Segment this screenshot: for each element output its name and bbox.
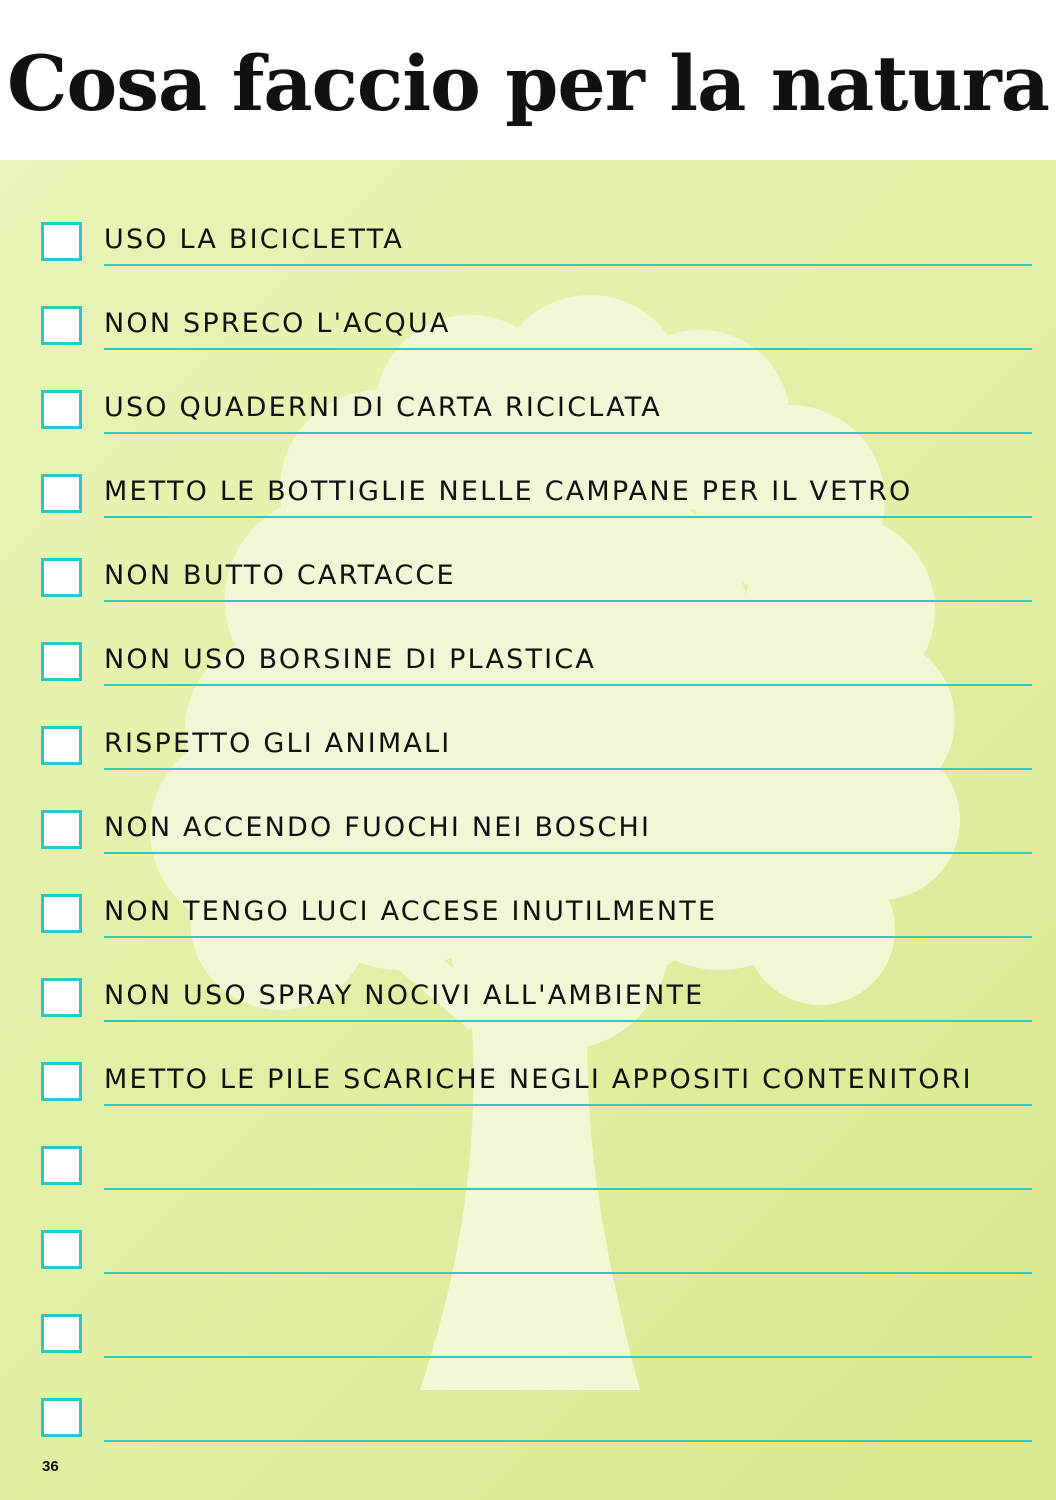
writing-line[interactable] [104,1356,1032,1358]
writing-line [104,264,1032,266]
title-band [0,0,1056,160]
checkbox[interactable] [41,1146,82,1185]
checklist-item-label: NON USO SPRAY NOCIVI ALL'AMBIENTE [104,980,705,1011]
page-number: 36 [42,1458,59,1475]
checkbox[interactable] [41,810,82,849]
writing-line [104,936,1032,938]
checklist-item-label: USO LA BICICLETTA [104,224,404,255]
checklist-item [0,222,1056,306]
checkbox[interactable] [41,390,82,429]
checkbox[interactable] [41,222,82,261]
checklist-item-label: NON USO BORSINE DI PLASTICA [104,644,597,675]
checkbox[interactable] [41,1230,82,1269]
writing-line [104,348,1032,350]
checklist-item [0,894,1056,978]
checklist-item-label: METTO LE BOTTIGLIE NELLE CAMPANE PER IL VETRO [104,476,913,507]
checkbox[interactable] [41,894,82,933]
checkbox[interactable] [41,978,82,1017]
checklist-item [0,642,1056,726]
checkbox[interactable] [41,1314,82,1353]
checklist-item-blank [0,1398,1056,1482]
checkbox[interactable] [41,1398,82,1437]
checklist-item-label: NON SPRECO L'ACQUA [104,308,451,339]
writing-line [104,432,1032,434]
checklist-item-label: NON BUTTO CARTACCE [104,560,456,591]
checklist-item-blank [0,1314,1056,1398]
writing-line[interactable] [104,1188,1032,1190]
writing-line [104,768,1032,770]
checklist-item [0,1062,1056,1146]
checklist-item-label: METTO LE PILE SCARICHE NEGLI APPOSITI CONTENITORI [104,1064,973,1095]
checklist-item [0,726,1056,810]
writing-line[interactable] [104,1440,1032,1442]
checklist-item-label: USO QUADERNI DI CARTA RICICLATA [104,392,662,423]
checkbox[interactable] [41,474,82,513]
checklist-item [0,306,1056,390]
writing-line [104,684,1032,686]
checklist-item-label: NON ACCENDO FUOCHI NEI BOSCHI [104,812,652,843]
checkbox[interactable] [41,1062,82,1101]
checklist-item [0,810,1056,894]
checklist-item [0,978,1056,1062]
page-title: Cosa faccio per la natura [7,39,1049,128]
checklist-item [0,390,1056,474]
checklist-panel [0,160,1056,1500]
checkbox[interactable] [41,726,82,765]
checklist-item-blank [0,1146,1056,1230]
checklist-item-blank [0,1230,1056,1314]
writing-line [104,852,1032,854]
checkbox[interactable] [41,642,82,681]
checklist-item [0,558,1056,642]
writing-line [104,1104,1032,1106]
writing-line [104,516,1032,518]
checkbox[interactable] [41,306,82,345]
checkbox[interactable] [41,558,82,597]
writing-line [104,600,1032,602]
checklist-item-label: RISPETTO GLI ANIMALI [104,728,452,759]
checklist-item [0,474,1056,558]
writing-line[interactable] [104,1272,1032,1274]
checklist-item-label: NON TENGO LUCI ACCESE INUTILMENTE [104,896,718,927]
writing-line [104,1020,1032,1022]
